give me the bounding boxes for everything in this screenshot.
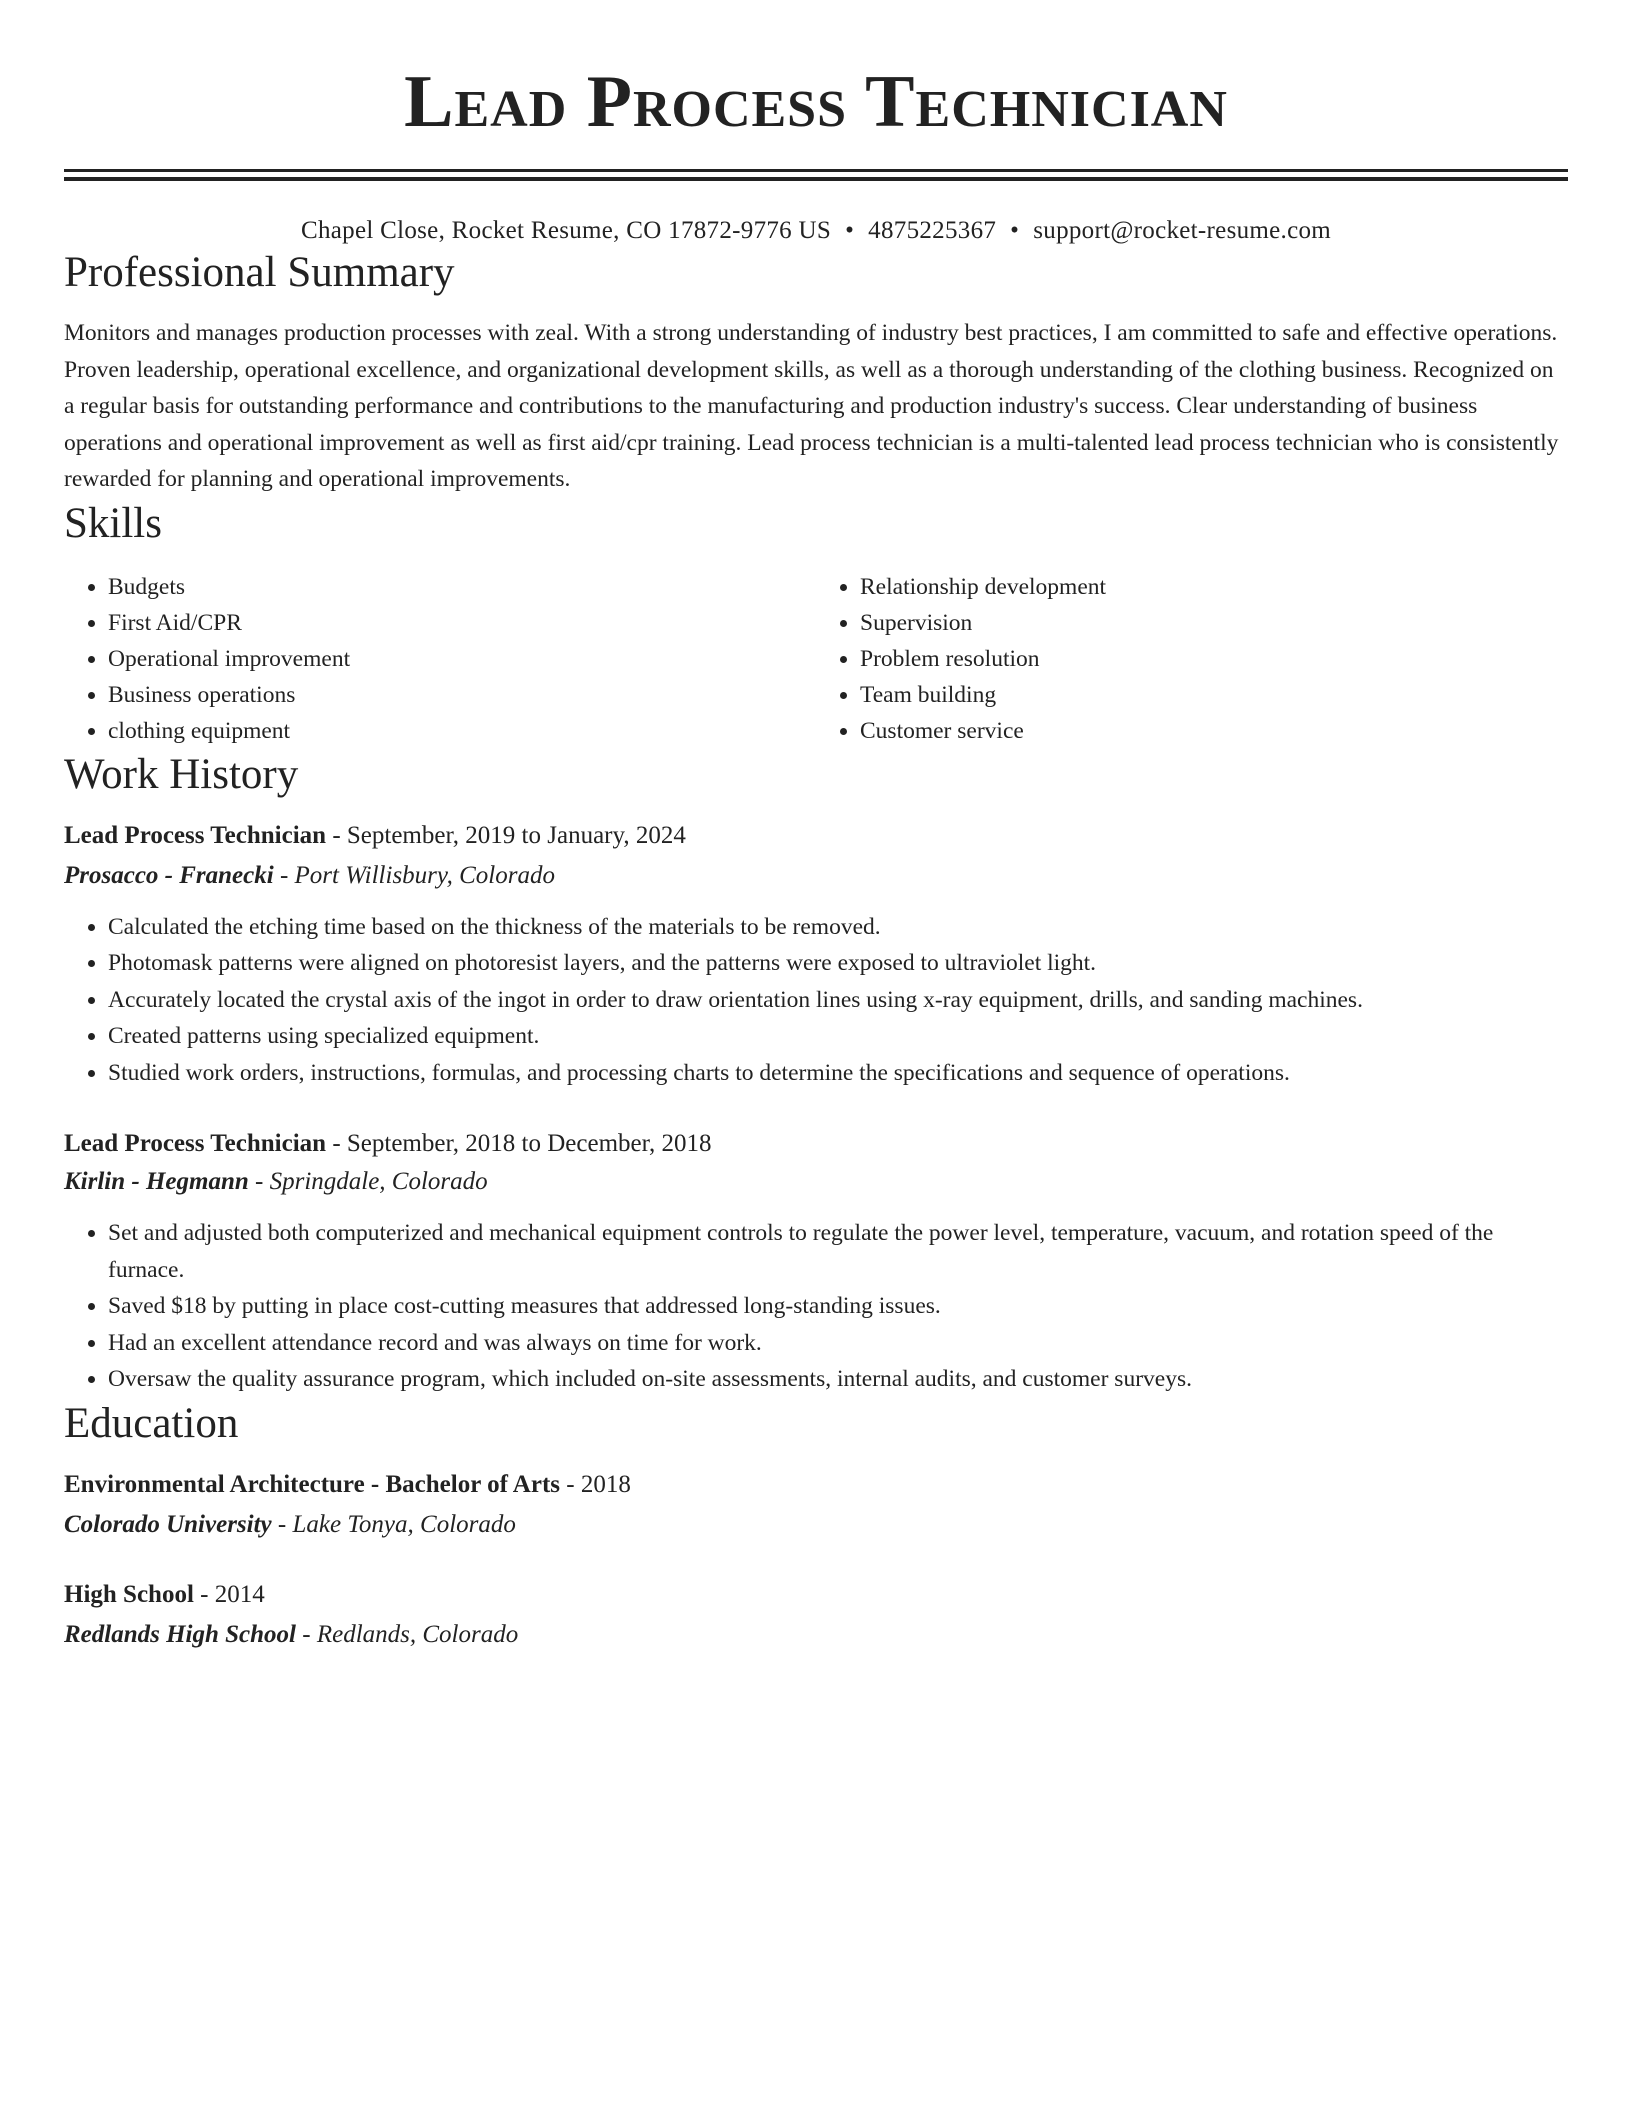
job-entry [64, 819, 1568, 1092]
education-heading: Education [64, 1399, 239, 1447]
contact-phone: 4875225367 [868, 217, 997, 244]
contact-separator: • [845, 217, 855, 244]
job-bullet: • Saved $18 by putting in place cost-cutting measures that addressed long-standing issues. [108, 1288, 1568, 1325]
job-entry [64, 1127, 1568, 1398]
job-bullets [64, 1215, 1568, 1398]
company-location: - Port Willisbury, Colorado [273, 861, 555, 889]
degree-line [64, 1578, 1568, 1612]
company-line [64, 1165, 1568, 1199]
company-name: Prosacco - Franecki [64, 861, 274, 889]
job-title: Lead Process Technician [64, 821, 327, 849]
skills-column-left [64, 569, 816, 749]
degree-line [64, 1468, 1568, 1502]
school-location: - Lake Tonya, Colorado [271, 1510, 516, 1538]
contact-line [64, 215, 1568, 247]
job-dates: - September, 2019 to January, 2024 [326, 821, 686, 849]
resume-title: Lead Process Technician [404, 61, 1228, 143]
job-bullet: • Calculated the etching time based on the thickness of the materials to be removed. [108, 909, 1568, 946]
summary-heading: Professional Summary [64, 249, 455, 296]
skills-column-right [816, 569, 1568, 749]
skills-heading: Skills [64, 499, 162, 547]
company-line [64, 859, 1568, 893]
summary-text: Monitors and manages production processes with zeal. With a strong understanding of industry best practices, I am committed to safe and effective operations. Proven leadership, operational excellence, and organizational development skills, as well as a thorough understanding of the clothing business. Recognized on a regular basis for outstanding performance and contributions to the manufacturing and production industry's success. Clear understanding of business operations and operational improvement as well as first aid/cpr training. Lead process technician is a multi-talented lead process technician who is consistently rewarded for planning and operational improvements. [64, 320, 1559, 492]
school-location: - Redlands, Colorado [296, 1620, 519, 1648]
title-double-rule [64, 169, 1568, 181]
skill-item: • Business operations [108, 677, 816, 713]
degree-name: High School [64, 1580, 194, 1608]
skill-item: • First Aid/CPR [108, 605, 816, 641]
graduation-year: - 2018 [560, 1470, 631, 1498]
skill-item: • Budgets [108, 569, 816, 605]
school-line [64, 1508, 1568, 1542]
education-entry [64, 1578, 1568, 1652]
work-history-heading: Work History [64, 750, 299, 798]
job-bullet: • Studied work orders, instructions, formulas, and processing charts to determine the specifications and sequence of operations. [108, 1055, 1568, 1092]
contact-address: Chapel Close, Rocket Resume, CO 17872-9776 US [300, 217, 832, 244]
contact-email: support@rocket-resume.com [1033, 217, 1332, 244]
job-bullet: • Accurately located the crystal axis of the ingot in order to draw orientation lines using x-ray equipment, drills, and sanding machines. [108, 982, 1568, 1019]
contact-separator: • [1010, 217, 1020, 244]
school-name: Colorado University [64, 1510, 272, 1538]
skill-item: • Operational improvement [108, 641, 816, 677]
skill-item: • Supervision [860, 605, 1568, 641]
job-title-line [64, 819, 1568, 853]
graduation-year: - 2014 [193, 1580, 265, 1608]
job-bullet: • Oversaw the quality assurance program, which included on-site assessments, internal audits, and customer surveys. [108, 1361, 1568, 1398]
company-location: - Springdale, Colorado [248, 1168, 488, 1195]
job-bullet: • Had an excellent attendance record and was always on time for work. [108, 1325, 1568, 1362]
job-bullet: • Set and adjusted both computerized and mechanical equipment controls to regulate the power level, temperature, vacuum, and rotation speed of the furnace. [108, 1215, 1568, 1288]
job-title: Lead Process Technician [64, 1130, 327, 1157]
education-entry [64, 1468, 1568, 1542]
job-dates: - September, 2018 to December, 2018 [326, 1130, 712, 1157]
skill-item: • clothing equipment [108, 713, 816, 749]
job-bullet: • Photomask patterns were aligned on photoresist layers, and the patterns were exposed to ultraviolet light. [108, 945, 1568, 982]
job-title-line [64, 1127, 1568, 1161]
degree-name: Environmental Architecture - Bachelor of Arts [64, 1470, 561, 1498]
company-name: Kirlin - Hegmann [64, 1168, 249, 1195]
skill-item: • Problem resolution [860, 641, 1568, 677]
school-line [64, 1618, 1568, 1652]
job-bullets [64, 909, 1568, 1092]
school-name: Redlands High School [64, 1620, 296, 1648]
skill-item: • Customer service [860, 713, 1568, 749]
job-bullet: • Created patterns using specialized equipment. [108, 1018, 1568, 1055]
skills-list [64, 569, 1568, 749]
skill-item: • Relationship development [860, 569, 1568, 605]
skill-item: • Team building [860, 677, 1568, 713]
